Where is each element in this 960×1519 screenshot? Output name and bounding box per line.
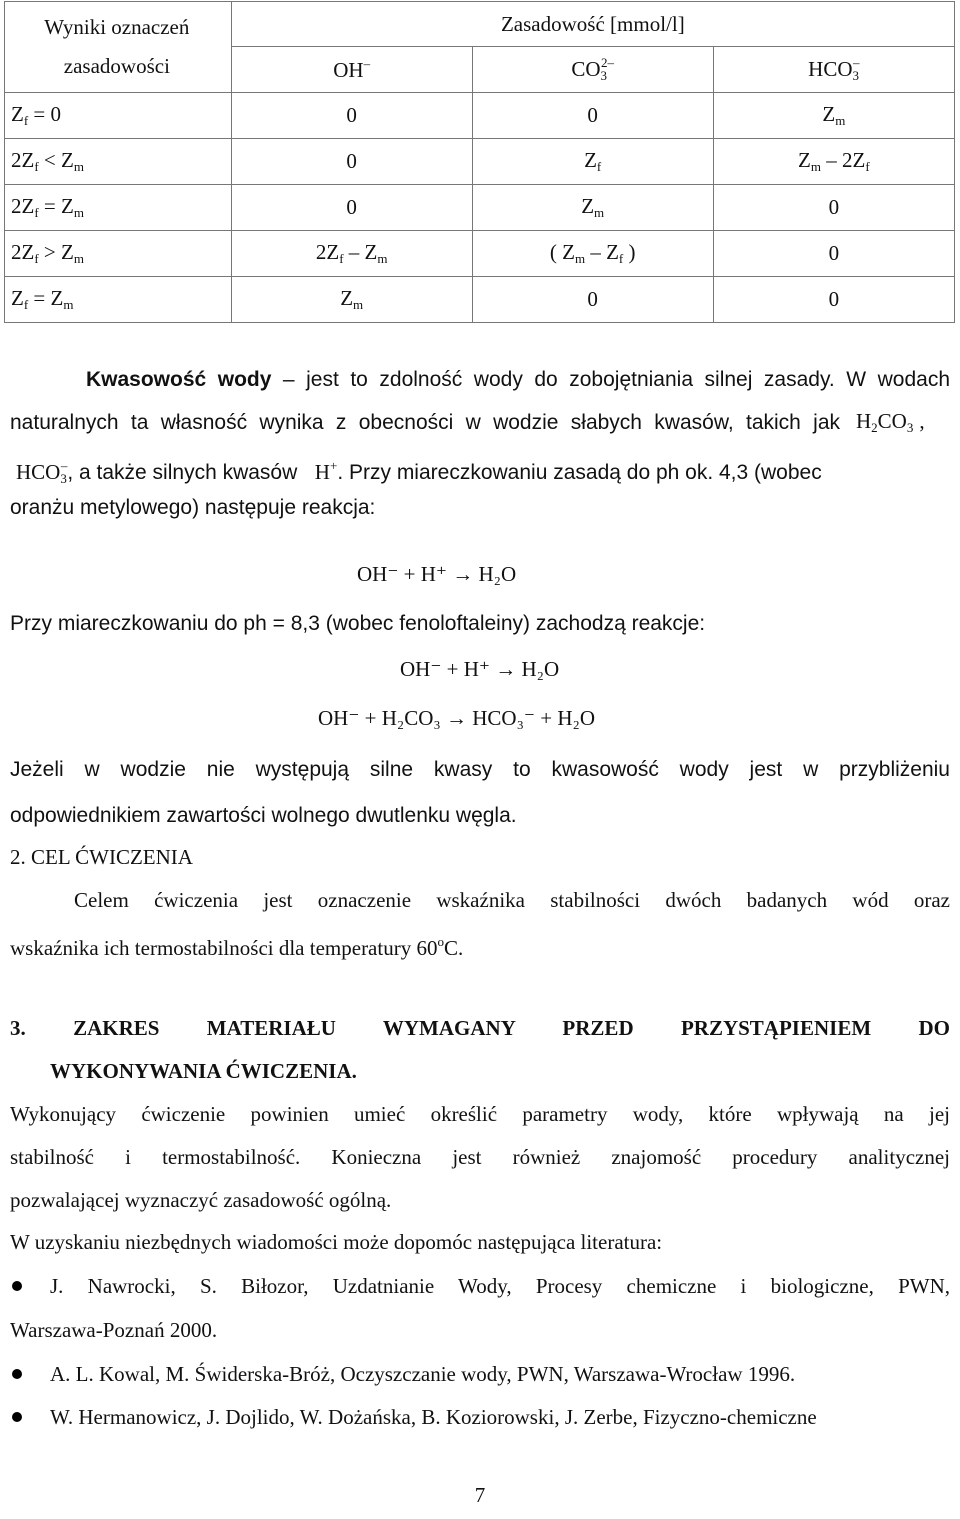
para1-line3-rest: . Przy miareczkowaniu zasadą do ph ok. 4,3 (wobec — [337, 461, 822, 484]
table-row — [5, 185, 955, 231]
row-condition: $2Z_f > Z_m$ — [5, 231, 232, 277]
cell-oh: 0 — [231, 185, 472, 231]
reference-item-cont: Warszawa-Poznań 2000. — [10, 1318, 218, 1342]
formula-hco3: $HCO_3^-$ — [16, 458, 68, 486]
row-condition: $Z_f = 0$ — [5, 93, 232, 139]
cell-oh: 0 — [231, 93, 472, 139]
page-number: 7 — [474, 1483, 486, 1507]
bullet-icon — [12, 1281, 22, 1291]
col-header-co3: $CO_3^{2-}$ — [472, 47, 713, 93]
section3-p2: W uzyskaniu niezbędnych wiadomości może dopomóc następująca literatura: — [10, 1230, 663, 1254]
table-row — [5, 277, 955, 323]
para1-line1-text: – jest to zdolność wody do zobojętniania silnej zasady. W wodach — [271, 368, 950, 391]
para3-line1: Jeżeli w wodzie nie występują silne kwasy to kwasowość wody jest w przybliżeniu — [10, 758, 950, 781]
cell-co3: 0 — [472, 277, 713, 323]
cell-oh: $Z_m$ — [231, 277, 472, 323]
row-condition: $2Z_f = Z_m$ — [5, 185, 232, 231]
para1-line2 — [10, 409, 840, 437]
cell-co3: $Z_m$ — [472, 185, 713, 231]
para1-line2-text: naturalnych ta własność wynika z obecności w wodzie słabych kwasów, takich jak — [10, 411, 840, 434]
cell-hco3: $Z_m - 2Z_f$ — [713, 139, 954, 185]
table-header-results — [5, 2, 232, 93]
row-condition: $2Z_f < Z_m$ — [5, 139, 232, 185]
table-row — [5, 93, 955, 139]
term-kwasowosc: Kwasowość wody — [86, 368, 272, 391]
section3-p1-line3: pozwalającej wyznaczyć zasadowość ogólną. — [10, 1188, 392, 1212]
equation-2: OH⁻ + H⁺ → H₂O — [400, 657, 560, 681]
reference-item: J. Nawrocki, S. Biłozor, Uzdatnianie Wody, Procesy chemiczne i biologiczne, PWN, — [50, 1274, 950, 1298]
cell-hco3: 0 — [713, 231, 954, 277]
section3-p1-line1: Wykonujący ćwiczenie powinien umieć określić parametry wody, które wpływają na jej — [10, 1102, 950, 1126]
section3-p1-line2: stabilność i termostabilność. Konieczna jest również znajomość procedury analitycznej — [10, 1145, 950, 1169]
col-header-oh: OH– — [231, 47, 472, 93]
reference-item: A. L. Kowal, M. Świderska-Bróż, Oczyszczanie wody, PWN, Warszawa-Wrocław 1996. — [50, 1362, 796, 1386]
bullet-icon — [12, 1412, 22, 1422]
section3-heading-line2: WYKONYWANIA ĆWICZENIA. — [50, 1059, 357, 1083]
section2-line1: Celem ćwiczenia jest oznaczenie wskaźnika stabilności dwóch badanych wód oraz — [74, 888, 950, 912]
cell-hco3: $Z_m$ — [713, 93, 954, 139]
equation-1: OH⁻ + H⁺ → H₂O — [357, 562, 517, 586]
alkalinity-table — [4, 1, 955, 323]
formula-h-plus: H+ — [314, 458, 338, 484]
cell-hco3: 0 — [713, 185, 954, 231]
cell-co3: 0 — [472, 93, 713, 139]
cell-oh: 0 — [231, 139, 472, 185]
section3-heading-line1: 3. ZAKRES MATERIAŁU WYMAGANY PRZED PRZYSTĄPIENIEM DO — [10, 1016, 950, 1040]
table-row — [5, 139, 955, 185]
para3-line2: odpowiednikiem zawartości wolnego dwutlenku węgla. — [10, 804, 517, 827]
table-row — [5, 231, 955, 277]
cell-co3: $Z_f$ — [472, 139, 713, 185]
para1-line1 — [86, 366, 950, 394]
section2-heading: 2. CEL ĆWICZENIA — [10, 845, 193, 869]
col-header-hco3: $HCO_3^-$ — [713, 47, 954, 93]
section2-line2: wskaźnika ich termostabilności dla temperatury 60$^o$C. — [10, 934, 464, 960]
header-results-line2: zasadowości — [63, 54, 170, 78]
cell-hco3: 0 — [713, 277, 954, 323]
para1-line3 — [16, 452, 950, 493]
table-header-alkalinity: Zasadowość [mmol/l] — [231, 2, 954, 47]
cell-oh: $2Z_f - Z_m$ — [231, 231, 472, 277]
cell-co3: ( $Z_m - Z_f$ ) — [472, 231, 713, 277]
para1-line3-mid: , a także silnych kwasów — [67, 461, 298, 484]
equation-3: OH⁻ + H₂CO₃ → HCO₃⁻ + H₂O — [318, 706, 595, 730]
header-results-line1: Wyniki oznaczeń — [44, 15, 190, 39]
formula-h2co3: $H_2CO_3$ , — [856, 409, 925, 435]
reference-item: W. Hermanowicz, J. Dojlido, W. Dożańska, B. Koziorowski, J. Zerbe, Fizyczno-chemiczne — [50, 1405, 817, 1429]
para2: Przy miareczkowaniu do ph = 8,3 (wobec fenoloftaleiny) zachodzą reakcje: — [10, 612, 706, 635]
para1-line4: oranżu metylowego) następuje reakcja: — [10, 496, 376, 519]
bullet-icon — [12, 1369, 22, 1379]
row-condition: $Z_f = Z_m$ — [5, 277, 232, 323]
